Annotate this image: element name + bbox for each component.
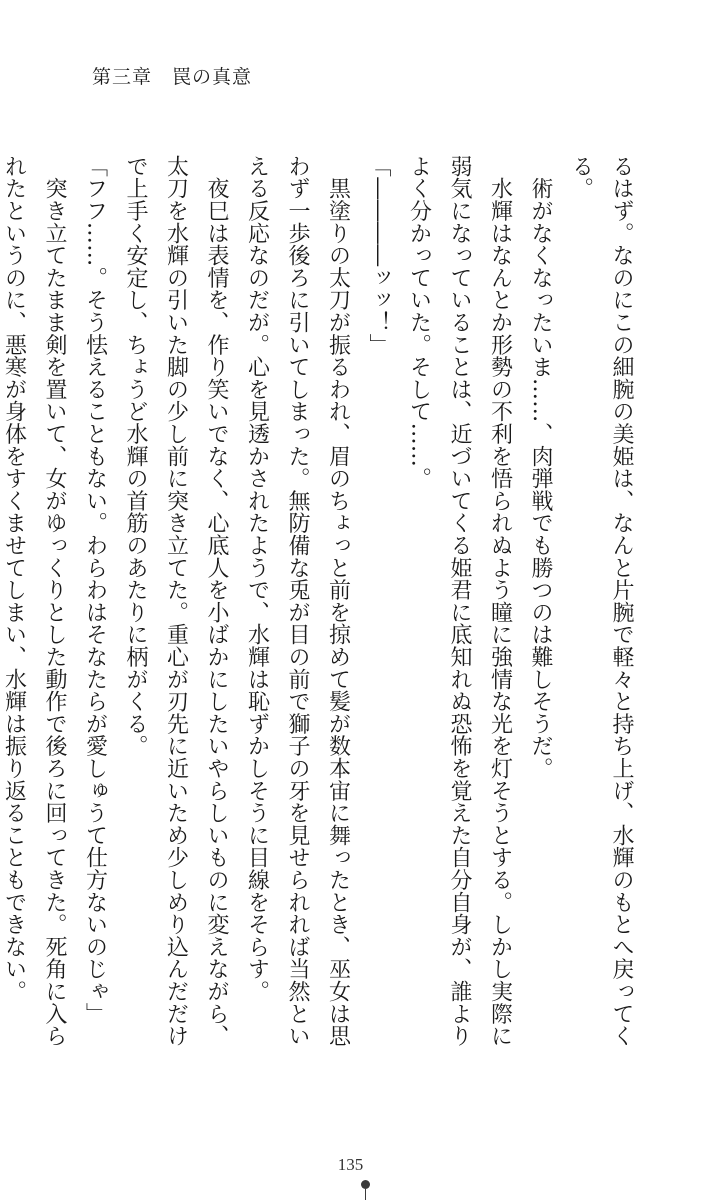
text-line: 夜巳は表情を、作り笑いでなく、心底人を小ばかにしたいやらしいものに変えながら、 — [204, 155, 229, 1047]
text-line: るはず。なのにこの細腕の美姫は、なんと片腕で軽々と持ち上げ、水輝のもとへ戻ってく — [609, 155, 634, 1047]
text-line: わず一歩後ろに引いてしまった。無防備な兎が目の前で獅子の牙を見せられれば当然とい — [285, 155, 310, 1047]
text-line: える反応なのだが。心を見透かされたようで、水輝は恥ずかしそうに目線をそらす。 — [244, 155, 270, 1003]
text-line: 太刀を水輝の引いた脚の少し前に突き立てた。重心が刃先に近いため少しめり込んだだけ — [163, 155, 189, 1047]
text-line: 弱気になっていることは、近づいてくる姫君に底知れぬ恐怖を覚えた自分自身が、誰より — [447, 155, 472, 1047]
text-line: よく分かっていた。そして……。 — [406, 155, 432, 490]
text-line: 突き立てたまま剣を置いて、女がゆっくりとした動作で後ろに回ってきた。死角に入ら — [42, 155, 67, 1047]
body-text — [1, 155, 641, 1075]
text-line: で上手く安定し、ちょうど水輝の首筋のあたりに柄がくる。 — [123, 155, 148, 758]
chapter-header: 第三章 罠の真意 — [92, 66, 253, 88]
text-line: 「――――ッッ！」 — [366, 155, 391, 356]
text-line: 「フフ……。そう怯えることもない。わらわはそなたらが愛しゅうて仕方ないのじゃ」 — [82, 155, 108, 1025]
text-line: る。 — [568, 155, 594, 200]
page-ornament-icon — [361, 1180, 370, 1189]
text-line: れたというのに、悪寒が身体をすくませてしまい、水輝は振り返ることもできない。 — [1, 155, 27, 1003]
text-line: 黒塗りの太刀が振るわれ、眉のちょっと前を掠めて髪が数本宙に舞ったとき、巫女は思 — [325, 155, 351, 1047]
text-line: 術がなくなったいま……、肉弾戦でも勝つのは難しそうだ。 — [528, 155, 553, 780]
text-line: 水輝はなんとか形勢の不利を悟られぬよう瞳に強情な光を灯そうとする。しかし実際に — [487, 155, 513, 1047]
page-number: 135 — [337, 1155, 364, 1174]
